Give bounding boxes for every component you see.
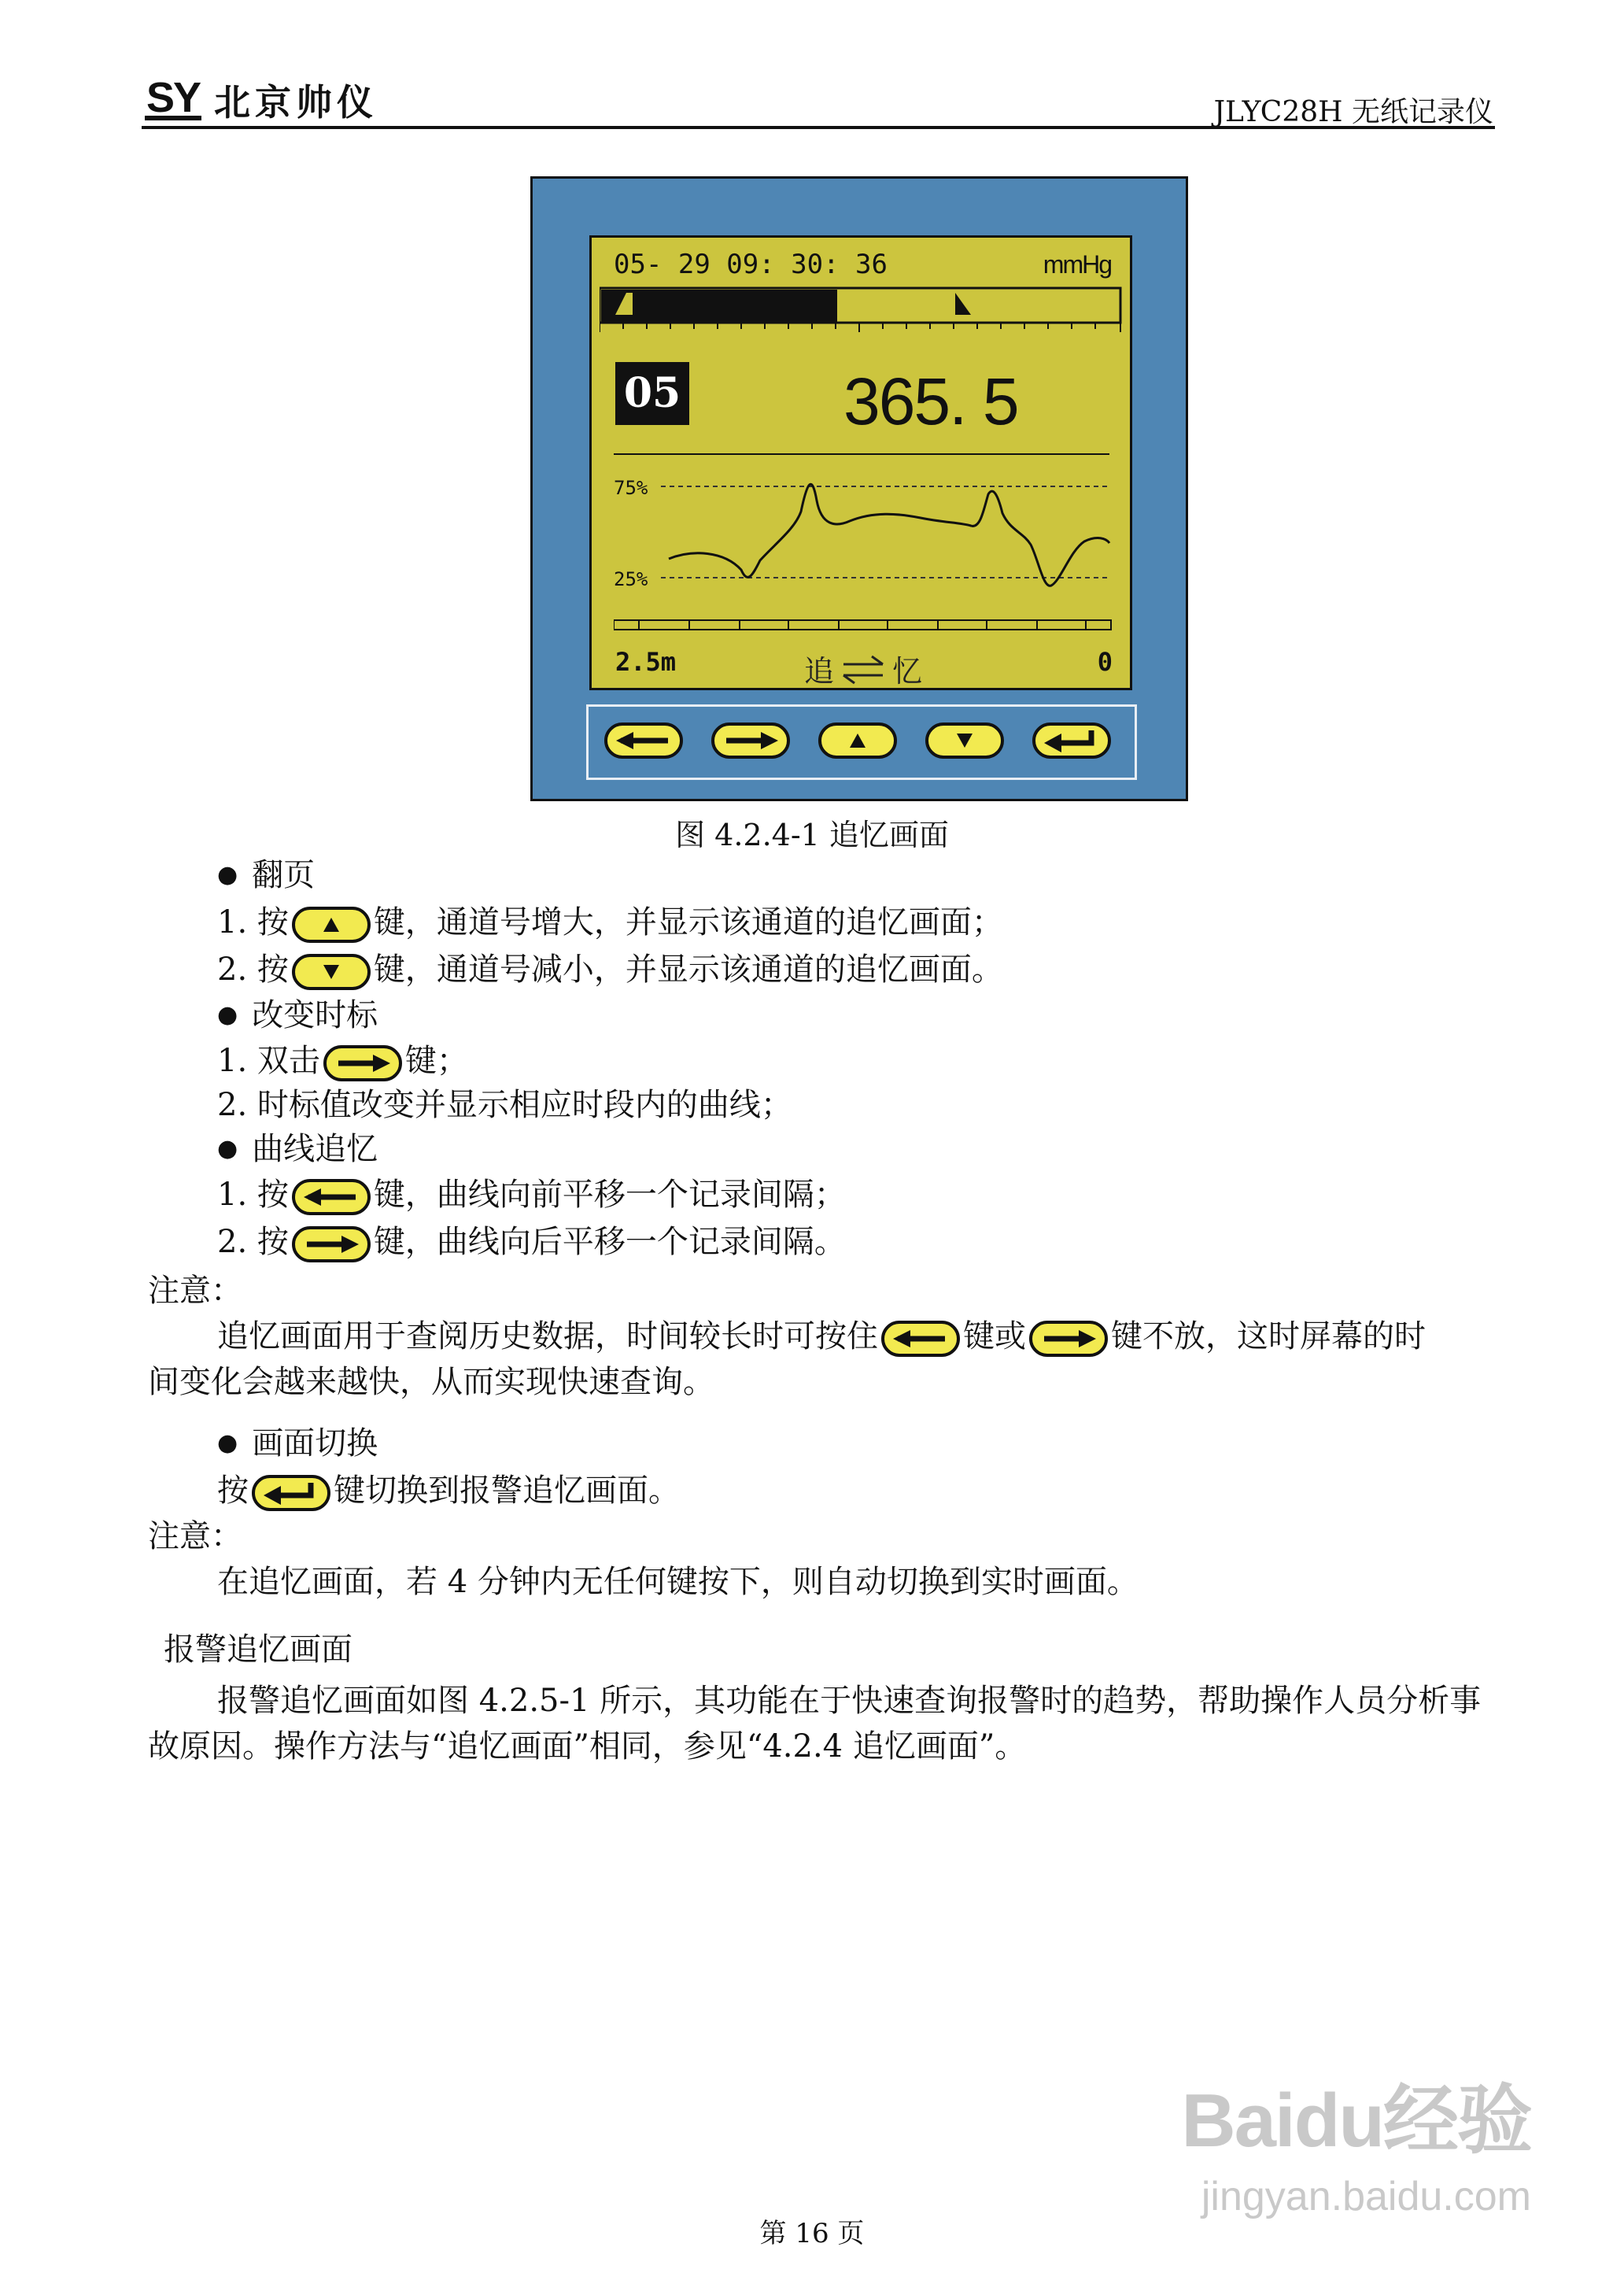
step-text: 键，曲线向后平移一个记录间隔。 bbox=[373, 1224, 846, 1260]
left-arrow-icon bbox=[304, 1188, 359, 1207]
mode-right-label: 忆 bbox=[892, 654, 923, 689]
recorder-device-figure bbox=[530, 176, 1188, 801]
datetime-display: 05- 29 09: 30: 36 bbox=[614, 249, 888, 280]
step-text: 2. 按 bbox=[217, 952, 289, 988]
page-number: 第 16 页 bbox=[759, 2218, 865, 2249]
section-title-page-turn: ● 翻页 bbox=[217, 853, 315, 897]
section-title-curve-recall: ● 曲线追忆 bbox=[217, 1127, 378, 1171]
header-divider bbox=[142, 126, 1495, 129]
page-turn-step-1 bbox=[217, 900, 1003, 944]
step-text: 键切换到报警追忆画面。 bbox=[334, 1473, 680, 1509]
step-text: 键，通道号减小，并显示该通道的追忆画面。 bbox=[373, 952, 1003, 988]
inline-right-key bbox=[292, 1226, 371, 1262]
bar-fill bbox=[601, 290, 837, 323]
inline-right-key bbox=[1029, 1321, 1108, 1357]
note-paragraph-line-1 bbox=[217, 1314, 1426, 1358]
figure-caption: 图 4.2.4-1 追忆画面 bbox=[675, 818, 949, 852]
right-key[interactable] bbox=[711, 722, 790, 759]
baidu-watermark bbox=[1181, 2060, 1531, 2220]
lcd-screen bbox=[589, 235, 1132, 690]
section-heading: 报警追忆画面 bbox=[164, 1632, 352, 1668]
time-axis bbox=[614, 619, 1117, 634]
left-arrow-icon bbox=[893, 1329, 948, 1348]
step-text: 1. 按 bbox=[217, 1177, 289, 1213]
inline-up-key bbox=[292, 907, 371, 943]
enter-icon bbox=[264, 1481, 319, 1505]
step-text: 2. 按 bbox=[217, 1224, 289, 1260]
step-text: 1. 双击 bbox=[217, 1043, 320, 1079]
note-label: 注意： bbox=[148, 1518, 242, 1554]
logo-mark: SY bbox=[146, 74, 201, 121]
body-paragraph-line-2: 故原因。操作方法与“追忆画面”相同，参见“4.2.4 追忆画面”。 bbox=[148, 1728, 1027, 1765]
left-arrow-icon bbox=[616, 731, 671, 750]
watermark-brand: Baidu经验 bbox=[1181, 2079, 1531, 2163]
bar-graph bbox=[600, 286, 1124, 334]
time-zero-label: 0 bbox=[1097, 647, 1113, 677]
body-paragraph-line-1: 报警追忆画面如图 4.2.5-1 所示，其功能在于快速查询报警时的趋势，帮助操作人员分析事 bbox=[217, 1683, 1482, 1719]
inline-right-key bbox=[323, 1045, 402, 1081]
section-title-time-scale: ● 改变时标 bbox=[217, 993, 378, 1037]
channel-number: 05 bbox=[615, 362, 689, 425]
inline-left-key bbox=[292, 1179, 371, 1215]
right-arrow-icon bbox=[1041, 1329, 1096, 1348]
enter-icon bbox=[1044, 729, 1099, 752]
step-text: 键，曲线向前平移一个记录间隔； bbox=[373, 1177, 846, 1213]
page-turn-step-2 bbox=[217, 948, 1003, 992]
high-alarm-marker bbox=[955, 293, 971, 315]
step-text: 键； bbox=[404, 1043, 468, 1079]
value-divider bbox=[614, 453, 1109, 455]
unit-label: mmHg bbox=[1043, 250, 1111, 279]
swap-arrows-icon bbox=[839, 653, 888, 685]
inline-enter-key bbox=[252, 1475, 330, 1511]
left-key[interactable] bbox=[604, 722, 683, 759]
up-triangle-icon bbox=[322, 916, 341, 933]
mode-left-label: 追 bbox=[804, 654, 835, 689]
screen-switch-step bbox=[217, 1469, 680, 1513]
time-scale-step-2: 2. 时标值改变并显示相应时段内的曲线； bbox=[217, 1087, 792, 1123]
note-text: 键不放，这时屏幕的时 bbox=[1111, 1318, 1426, 1354]
note-label: 注意： bbox=[148, 1273, 242, 1309]
logo-text: 北京帅仪 bbox=[214, 81, 378, 124]
section-title-screen-switch: ● 画面切换 bbox=[217, 1421, 378, 1465]
step-text: 键，通道号增大，并显示该通道的追忆画面； bbox=[373, 904, 1003, 941]
step-text: 1. 按 bbox=[217, 904, 289, 941]
time-scale-step-1 bbox=[217, 1039, 468, 1083]
note-text: 追忆画面用于查阅历史数据，时间较长时可按住 bbox=[217, 1318, 878, 1354]
step-text: 按 bbox=[217, 1473, 249, 1509]
trend-curve bbox=[614, 466, 1117, 623]
up-triangle-icon bbox=[848, 732, 867, 749]
up-key[interactable] bbox=[818, 722, 897, 759]
right-arrow-icon bbox=[723, 731, 778, 750]
curve-recall-step-2 bbox=[217, 1220, 846, 1264]
inline-down-key bbox=[292, 954, 371, 990]
note-paragraph: 在追忆画面，若 4 分钟内无任何键按下，则自动切换到实时画面。 bbox=[217, 1564, 1139, 1600]
note-text: 键或 bbox=[963, 1318, 1026, 1354]
time-span-label: 2.5m bbox=[615, 647, 677, 677]
company-logo bbox=[145, 74, 378, 126]
inline-left-key bbox=[881, 1321, 960, 1357]
device-keypad bbox=[586, 704, 1137, 780]
curve-recall-step-1 bbox=[217, 1173, 846, 1217]
mode-indicator bbox=[804, 647, 922, 690]
measured-value: 365. 5 bbox=[843, 364, 1018, 438]
tick-75-label: 75% bbox=[614, 477, 648, 499]
down-triangle-icon bbox=[322, 963, 341, 981]
down-triangle-icon bbox=[955, 732, 974, 749]
right-arrow-icon bbox=[304, 1235, 359, 1254]
enter-key[interactable] bbox=[1032, 722, 1111, 759]
note-paragraph-line-2: 间变化会越来越快，从而实现快速查询。 bbox=[148, 1364, 714, 1400]
tick-25-label: 25% bbox=[614, 568, 648, 590]
right-arrow-icon bbox=[335, 1054, 390, 1073]
watermark-url: jingyan.baidu.com bbox=[1201, 2174, 1531, 2219]
document-title: JLYC28H 无纸记录仪 bbox=[1213, 96, 1493, 128]
down-key[interactable] bbox=[925, 722, 1004, 759]
